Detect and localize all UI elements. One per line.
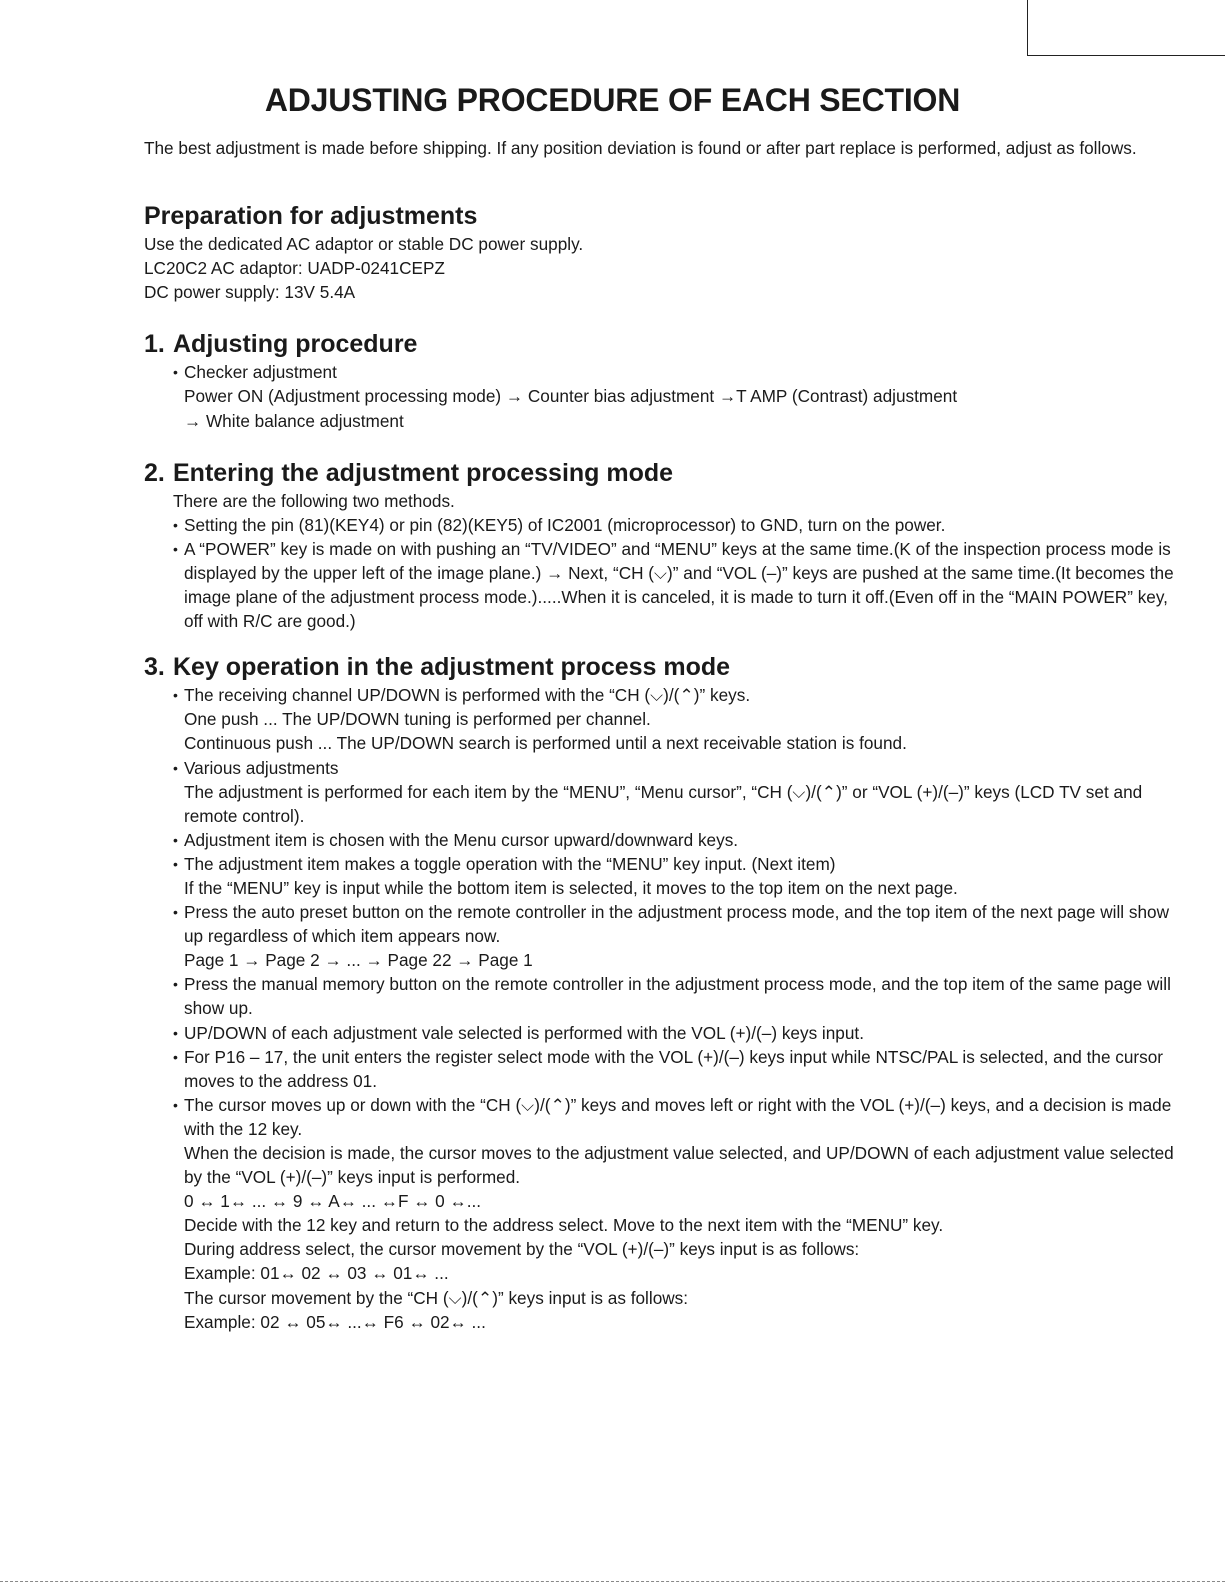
preparation-line: DC power supply: 13V 5.4A xyxy=(144,282,356,303)
preparation-line: LC20C2 AC adaptor: UADP-0241CEPZ xyxy=(144,258,445,279)
bullet-text: • Adjustment item is chosen with the Menu cursor upward/downward keys. xyxy=(184,829,739,850)
bullet-subline: Example: 02 ↔ 05↔ ...↔ F6 ↔ 02↔ ... xyxy=(184,1311,486,1332)
bullet-subline: During address select, the cursor movement by the “VOL (+)/(–)” keys input is as follows: xyxy=(184,1239,860,1260)
bottom-rule xyxy=(0,1581,1225,1582)
section1-heading xyxy=(144,328,1174,360)
bullet-subline: One push ... The UP/DOWN tuning is performed per channel. xyxy=(184,709,651,730)
section2-lead: There are the following two methods. xyxy=(173,490,455,511)
bullet-subline: The cursor movement by the “CH (⌵)/(⌃)” keys input is as follows: xyxy=(184,1287,689,1308)
bullet-text: • The adjustment item makes a toggle operation with the “MENU” key input. (Next item) xyxy=(184,853,836,874)
section2-title: Entering the adjustment processing mode xyxy=(173,458,674,487)
bullet-text: • UP/DOWN of each adjustment vale selected is performed with the VOL (+)/(–) keys input. xyxy=(184,1022,864,1043)
section2-number: 2. xyxy=(144,458,165,487)
section1-list xyxy=(144,360,1174,432)
list-item xyxy=(173,900,1174,972)
section1-number: 1. xyxy=(144,330,165,359)
section2-list xyxy=(144,513,1174,633)
page-title: ADJUSTING PROCEDURE OF EACH SECTION xyxy=(264,82,961,118)
bullet-text: • The cursor moves up or down with the “CH (⌵)/(⌃)” keys and moves left or right with the VOL (+)/(–) keys, and a decision is made with the 12 key. xyxy=(184,1094,1172,1139)
bullet-text: • For P16 – 17, the unit enters the register select mode with the VOL (+)/(–) keys input while NTSC/PAL is selected, and the cursor moves to the address 01. xyxy=(184,1046,1164,1091)
preparation-heading: Preparation for adjustments xyxy=(144,202,478,231)
list-item: • Setting the pin (81)(KEY4) or pin (82)(KEY5) of IC2001 (microprocessor) to GND, turn on the power. xyxy=(173,513,1174,537)
list-item xyxy=(173,1021,1174,1045)
bullet-subline: Continuous push ... The UP/DOWN search is performed until a next receivable station is found. xyxy=(184,733,907,754)
section3-number: 3. xyxy=(144,653,165,682)
list-item: • A “POWER” key is made on with pushing an “TV/VIDEO” and “MENU” keys at the same time.(K of the inspection process mode is displayed by the upper left of the image plane.) → Next, “CH (⌵)” and “VOL (–)” keys are pushed at the same time.(It becomes the image plane of the adjustment process mode.).....When it is canceled, it is made to turn it off.(Even off in the “MAIN POWER” key, off with R/C are good.) xyxy=(173,537,1174,633)
bullet-text: • Various adjustments xyxy=(184,757,339,778)
list-item xyxy=(173,360,1174,432)
section3-title: Key operation in the adjustment process mode xyxy=(173,653,731,682)
document-body xyxy=(144,136,1174,1334)
section1-bullet: • Checker adjustment xyxy=(184,362,337,383)
list-item xyxy=(173,683,1174,755)
bullet-subline: Example: 01↔ 02 ↔ 03 ↔ 01↔ ... xyxy=(184,1263,449,1284)
section1-line: → White balance adjustment xyxy=(184,410,404,431)
list-item xyxy=(173,972,1174,1020)
section3-heading xyxy=(144,651,1174,683)
bullet-subline: The adjustment is performed for each item by the “MENU”, “Menu cursor”, “CH (⌵)/(⌃)” or “VOL (+)/(–)” keys (LCD TV set and remote control). xyxy=(184,781,1143,826)
bullet-subline: Decide with the 12 key and return to the address select. Move to the next item with the “MENU” key. xyxy=(184,1215,944,1236)
list-item xyxy=(173,756,1174,828)
list-item xyxy=(173,1093,1174,1334)
section1-title: Adjusting procedure xyxy=(173,330,418,359)
list-item xyxy=(173,828,1174,852)
list-item xyxy=(173,1045,1174,1093)
bullet-text: • Press the manual memory button on the remote controller in the adjustment process mode, and the top item of the same page will show up. xyxy=(184,974,1171,1019)
bullet-subline: 0 ↔ 1↔ ... ↔ 9 ↔ A↔ ... ↔F ↔ 0 ↔... xyxy=(184,1191,482,1212)
bullet-subline: Page 1 → Page 2 → ... → Page 22 → Page 1 xyxy=(184,950,533,971)
bullet-subline: When the decision is made, the cursor moves to the adjustment value selected, and UP/DOWN of each adjustment value selected by the “VOL (+)/(–)” keys input is performed. xyxy=(184,1143,1174,1188)
preparation-lines xyxy=(144,232,1174,304)
section1-line: Power ON (Adjustment processing mode) → Counter bias adjustment →T AMP (Contrast) adjustment xyxy=(184,386,958,407)
page-number-box xyxy=(1027,0,1225,56)
intro-paragraph: The best adjustment is made before shipping. If any position deviation is found or after part replace is performed, adjust as follows. xyxy=(144,138,1137,158)
bullet-text: • Press the auto preset button on the remote controller in the adjustment process mode, and the top item of the next page will show up regardless of which item appears now. xyxy=(184,902,1170,947)
section3-list xyxy=(144,683,1174,1334)
preparation-line: Use the dedicated AC adaptor or stable DC power supply. xyxy=(144,234,584,255)
list-item xyxy=(173,852,1174,900)
bullet-text: • The receiving channel UP/DOWN is performed with the “CH (⌵)/(⌃)” keys. xyxy=(184,685,751,706)
bullet-subline: If the “MENU” key is input while the bottom item is selected, it moves to the top item on the next page. xyxy=(184,877,958,898)
section2-heading xyxy=(144,457,1174,489)
